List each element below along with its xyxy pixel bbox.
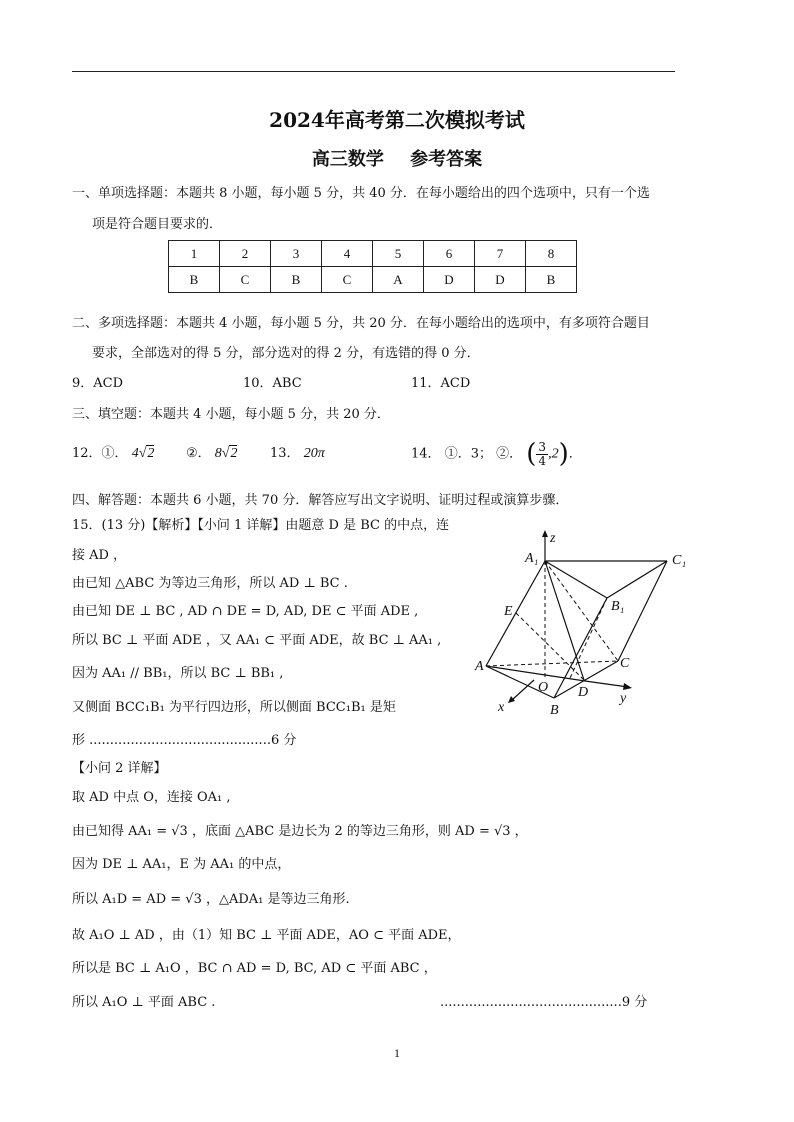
solution-line: 所以 BC ⊥ 平面 ADE ，又 AA₁ ⊂ 平面 ADE，故 BC ⊥ AA₁ , xyxy=(72,633,442,648)
edge-a1b1 xyxy=(545,561,607,598)
exam-subtitle xyxy=(0,145,794,171)
table-cell: B xyxy=(271,267,322,293)
answer-q12 xyxy=(72,446,154,462)
solution-line: 所以 A₁D = AD = √3 ，△ADA₁ 是等边三角形. xyxy=(72,892,350,907)
solution-line: 所以是 BC ⊥ A₁O ，BC ∩ AD = D, BC, AD ⊂ 平面 ABC ， xyxy=(72,961,437,976)
table-cell: A xyxy=(373,267,424,293)
label-z: z xyxy=(550,531,556,546)
table-cell: 1 xyxy=(169,241,220,267)
table-cell: 8 xyxy=(526,241,577,267)
q13-answer: 20π xyxy=(303,446,325,461)
q14-fraction xyxy=(536,441,548,468)
q12-label: 12．①． xyxy=(72,446,128,461)
table-cell: B xyxy=(526,267,577,293)
label-y: y xyxy=(620,691,627,706)
section3-heading: 三、填空题：本题共 4 小题，每小题 5 分，共 20 分． xyxy=(72,407,390,422)
label-d: D xyxy=(578,685,589,700)
table-cell: C xyxy=(220,267,271,293)
solution-line: 取 AD 中点 O，连接 OA₁ , xyxy=(72,790,231,805)
answer-q11: 11．ACD xyxy=(411,376,471,391)
solution-line: 接 AD ， xyxy=(72,548,127,563)
q12-radicand-1: 2 xyxy=(147,446,155,461)
label-a: A xyxy=(475,659,484,674)
exam-title: 2024年高考第二次模拟考试 xyxy=(269,108,525,132)
label-b: B xyxy=(550,703,559,718)
table-cell: 7 xyxy=(475,241,526,267)
section2-heading: 二、多项选择题：本题共 4 小题，每小题 5 分，共 20 分．在每小题给出的选项中，有多项符合题目 xyxy=(72,316,650,331)
table-cell: C xyxy=(322,267,373,293)
solution-line: 形 ............................................6 分 xyxy=(72,733,297,748)
table-row-answers xyxy=(169,267,577,293)
solution-line: 由已知 DE ⊥ BC , AD ∩ DE = D, AD, DE ⊂ 平面 ADE , xyxy=(72,604,419,619)
solution-line: 由已知得 AA₁ = √3 ，底面 △ABC 是边长为 2 的等边三角形，则 AD = √3 ， xyxy=(72,824,528,839)
table-cell: D xyxy=(475,267,526,293)
left-paren: ( xyxy=(526,439,537,469)
prism-figure xyxy=(470,528,695,718)
q14-part1: ①．3； xyxy=(444,446,492,462)
solution-line: 因为 AA₁ // BB₁，所以 BC ⊥ BB₁ , xyxy=(72,666,284,681)
q14-second-value: ,2 xyxy=(548,446,559,462)
q14-label: 14． xyxy=(411,446,441,462)
table-cell: 5 xyxy=(373,241,424,267)
answer-q10: 10．ABC xyxy=(243,376,302,391)
z-arrow xyxy=(542,530,548,537)
label-c: C xyxy=(620,656,630,671)
y-arrow xyxy=(623,683,632,690)
q14-end: ． xyxy=(568,446,582,462)
edge-ac-hidden xyxy=(486,661,618,666)
q13-label: 13． xyxy=(270,446,300,461)
solution-line: 因为 DE ⊥ AA₁，E 为 AA₁ 的中点， xyxy=(72,857,291,872)
answer-q9: 9．ACD xyxy=(72,376,124,391)
solution-line: 由已知 △ABC 为等边三角形，所以 AD ⊥ BC . xyxy=(72,576,348,591)
label-c1: C₁ xyxy=(672,553,687,568)
q12-coef-2: 8 xyxy=(214,446,222,461)
q14-mark-2: ②． xyxy=(496,446,523,462)
table-cell: 2 xyxy=(220,241,271,267)
label-a1: A₁ xyxy=(525,551,539,566)
mcq-answer-table xyxy=(168,240,577,293)
label-b1: B₁ xyxy=(611,599,625,614)
label-o: O xyxy=(538,680,549,695)
q12-mark-2: ②． xyxy=(186,446,211,461)
table-cell: 4 xyxy=(322,241,373,267)
x-arrow xyxy=(508,696,515,703)
answer-q14 xyxy=(411,434,582,475)
solution-line: 故 A₁O ⊥ AD ，由（1）知 BC ⊥ 平面 ADE，AO ⊂ 平面 ADE， xyxy=(72,928,461,943)
section2-heading-cont: 要求，全部选对的得 5 分，部分选对的得 2 分，有选错的得 0 分． xyxy=(92,346,480,361)
top-rule xyxy=(72,71,675,72)
label-x: x xyxy=(498,700,505,715)
subject-label: 高三数学 xyxy=(311,149,384,170)
section4-heading: 四、解答题：本题共 6 小题，共 70 分．解答应写出文字说明、证明过程或演算步骤． xyxy=(72,493,569,508)
q15-header: 15．(13 分)【解析】【小问 1 详解】由题意 D 是 BC 的中点，连 xyxy=(72,518,450,533)
solution-line: 所以 A₁O ⊥ 平面 ABC . xyxy=(72,995,216,1010)
q12-answer-1: 4√2 xyxy=(131,446,155,461)
table-cell: B xyxy=(169,267,220,293)
fraction-numerator: 3 xyxy=(538,439,547,454)
label-e: E xyxy=(504,604,513,619)
table-cell: 6 xyxy=(424,241,475,267)
section1-heading: 一、单项选择题：本题共 8 小题，每小题 5 分，共 40 分．在每小题给出的四个选项中，只有一个选 xyxy=(72,186,650,201)
table-cell: 3 xyxy=(271,241,322,267)
answer-q13 xyxy=(270,446,325,462)
subquestion-2-header: 【小问 2 详解】 xyxy=(72,761,167,776)
y-axis-ext xyxy=(585,681,628,687)
solution-line: 又侧面 BCC₁B₁ 为平行四边形，所以侧面 BCC₁B₁ 是矩 xyxy=(72,700,396,715)
answer-label: 参考答案 xyxy=(410,149,483,170)
section1-heading-cont: 项是符合题目要求的． xyxy=(92,217,223,232)
fraction-denominator: 4 xyxy=(538,453,547,468)
answer-q12-part2 xyxy=(186,446,237,462)
edge-b1-hidden xyxy=(570,598,607,678)
page-number: 1 xyxy=(394,1046,400,1060)
table-row-numbers xyxy=(169,241,577,267)
right-paren: ) xyxy=(558,439,569,469)
q12-answer-2: 8√2 xyxy=(214,446,238,461)
table-cell: D xyxy=(424,267,475,293)
edge-a1a xyxy=(486,561,545,666)
score-mark: ............................................9 分 xyxy=(440,995,648,1010)
q12-coef-1: 4 xyxy=(131,446,139,461)
q12-radicand-2: 2 xyxy=(230,446,238,461)
